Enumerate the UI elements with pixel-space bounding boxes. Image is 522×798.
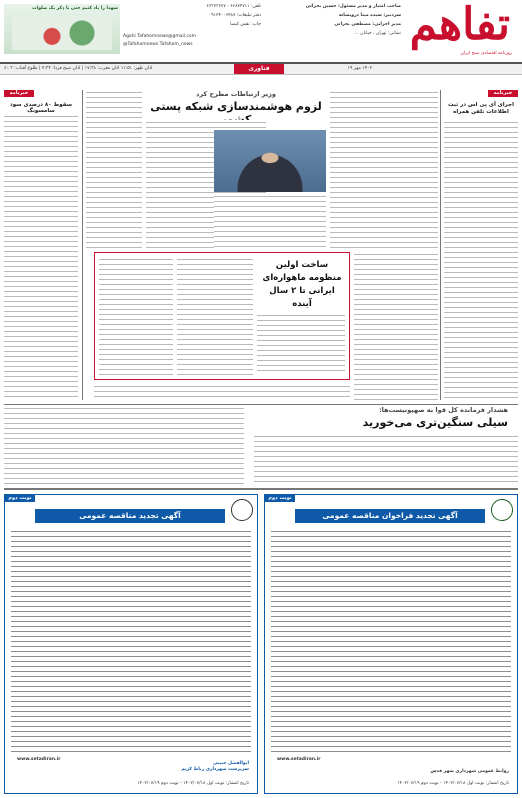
main-kicker: وزیر ارتباطات مطرح کرد	[196, 90, 276, 98]
ad-left	[4, 494, 258, 794]
ad-left-footer: تاریخ انتشار: نوبت اول ۱۴۰۲/۰۷/۱۸ - نوبت دوم ۱۴۰۲/۰۷/۱۹	[137, 781, 249, 786]
info-line: نشانی: تهران ، خیابان ...	[354, 31, 401, 36]
info-line: سردبیر: سیده مینا درویشانه	[338, 13, 401, 18]
left-sidebar	[4, 90, 78, 400]
logo	[404, 2, 516, 58]
main-photo	[214, 130, 326, 192]
ad-left-website[interactable]: www.setadiran.ir	[17, 757, 61, 762]
left-sidebar-headline: سقوط ۸۰ درصدی سود سامسونگ	[9, 102, 73, 114]
logo-text: تفاهم	[409, 0, 510, 50]
ad-right-title: آگهی تجدید فراخوان مناقصه عمومی	[295, 509, 485, 523]
left-sidebar-tag: خبرنامه	[4, 90, 34, 97]
slogan: شهدا را یاد کنیم حتی با ذکر یک صلوات	[32, 6, 118, 11]
ad-right	[264, 494, 518, 794]
ad-right-body	[271, 529, 511, 755]
main-body-right	[330, 90, 438, 248]
photo-caption	[214, 194, 326, 248]
ad-left-tag: نوبت دوم	[5, 495, 35, 502]
info-line: چاپ: نقش کیمیا	[230, 22, 261, 27]
highlight-box	[94, 252, 350, 380]
logo-subtitle: روزنامه اقتصادی صبح ایران	[460, 51, 512, 56]
ad-right-tag: نوبت دوم	[265, 495, 295, 502]
secondary-kicker: هشدار فرمانده کل قوا به صهیونیست‌ها:	[379, 406, 508, 414]
main-headline: لزوم هوشمندسازی شبکه پستی	[150, 100, 322, 113]
secondary-body-left	[4, 406, 244, 484]
masthead	[0, 0, 522, 64]
slogan-artwork	[12, 16, 112, 50]
ad-left-title: آگهی تجدید مناقصه عمومی	[35, 509, 225, 523]
issue-date: ۱۴۰۲ مهر ۱۹	[347, 66, 372, 71]
article-continuation	[354, 252, 438, 400]
ad-right-website[interactable]: www.setadiran.ir	[277, 757, 321, 762]
ad-right-footer: تاریخ انتشار: نوبت اول ۱۴۰۲/۰۷/۱۸ - نوبت دوم ۱۴۰۲/۰۷/۱۹	[397, 781, 509, 786]
info-line: تلفن: ۶۶۸۷۴۷۱۱ - ۶۶۳۷۳۶۷۷	[206, 4, 261, 9]
info-line: دفتر تبلیغات: ۰۹۱۲۴۰۰۶۴۸۷	[208, 13, 261, 18]
dateline-bar	[0, 64, 522, 75]
highlight-body-right	[257, 313, 345, 375]
ad-left-signature: ابوالفضل حبیبی سرپرست شهرداری رباط کریم	[181, 761, 249, 772]
secondary-headline: سیلی سنگین‌تری می‌خورید	[362, 416, 508, 429]
right-sidebar-tag: خبرنامه	[488, 90, 518, 97]
highlight-body-left	[99, 257, 173, 375]
main-body-left	[86, 90, 142, 248]
ads-rule	[4, 488, 518, 490]
secondary-body-right	[254, 434, 518, 484]
info-line: مدیر اجرایی: مصطفی بحرانی	[334, 22, 401, 27]
ad-left-body	[11, 529, 251, 755]
ad-left-logo	[231, 499, 253, 521]
highlight-body-center	[177, 257, 253, 375]
masthead-info	[123, 4, 401, 56]
section-rule	[4, 404, 518, 405]
email[interactable]: Agahi Tafahomnews@gmail.com	[123, 34, 197, 39]
column-rule	[440, 90, 441, 400]
prayer-times: اذان ظهر: ۱۱:۵۱ اذان مغرب: ۱۷:۳۸ | اذان صبح فردا: ۴:۳۴ | طلوع آفتاب: ۶:۰۳	[4, 66, 153, 71]
right-sidebar-body	[444, 120, 518, 400]
section-label: فناوری	[234, 64, 284, 74]
social-handles[interactable]: @Tafahomnews Tafahom_news	[123, 42, 193, 47]
ad-right-signature: روابط عمومی شهرداری شهر قدس	[430, 769, 509, 774]
article-continuation	[94, 384, 350, 400]
slogan-banner	[4, 4, 120, 54]
right-sidebar	[444, 90, 518, 400]
left-sidebar-body	[4, 114, 78, 400]
right-sidebar-headline: اجرای آی پی اس در ثبت اطلاعات تلفن همراه	[448, 102, 514, 115]
main-article	[86, 90, 438, 248]
info-line: صاحب امتیاز و مدیر مسئول: حسین بحرانی	[305, 4, 401, 9]
highlight-title: ساخت اولین منظومه ماهواره‌ای ایرانی تا ۲ سال آینده	[262, 260, 342, 309]
secondary-story	[4, 406, 518, 484]
ad-right-logo	[491, 499, 513, 521]
column-rule	[82, 90, 83, 400]
